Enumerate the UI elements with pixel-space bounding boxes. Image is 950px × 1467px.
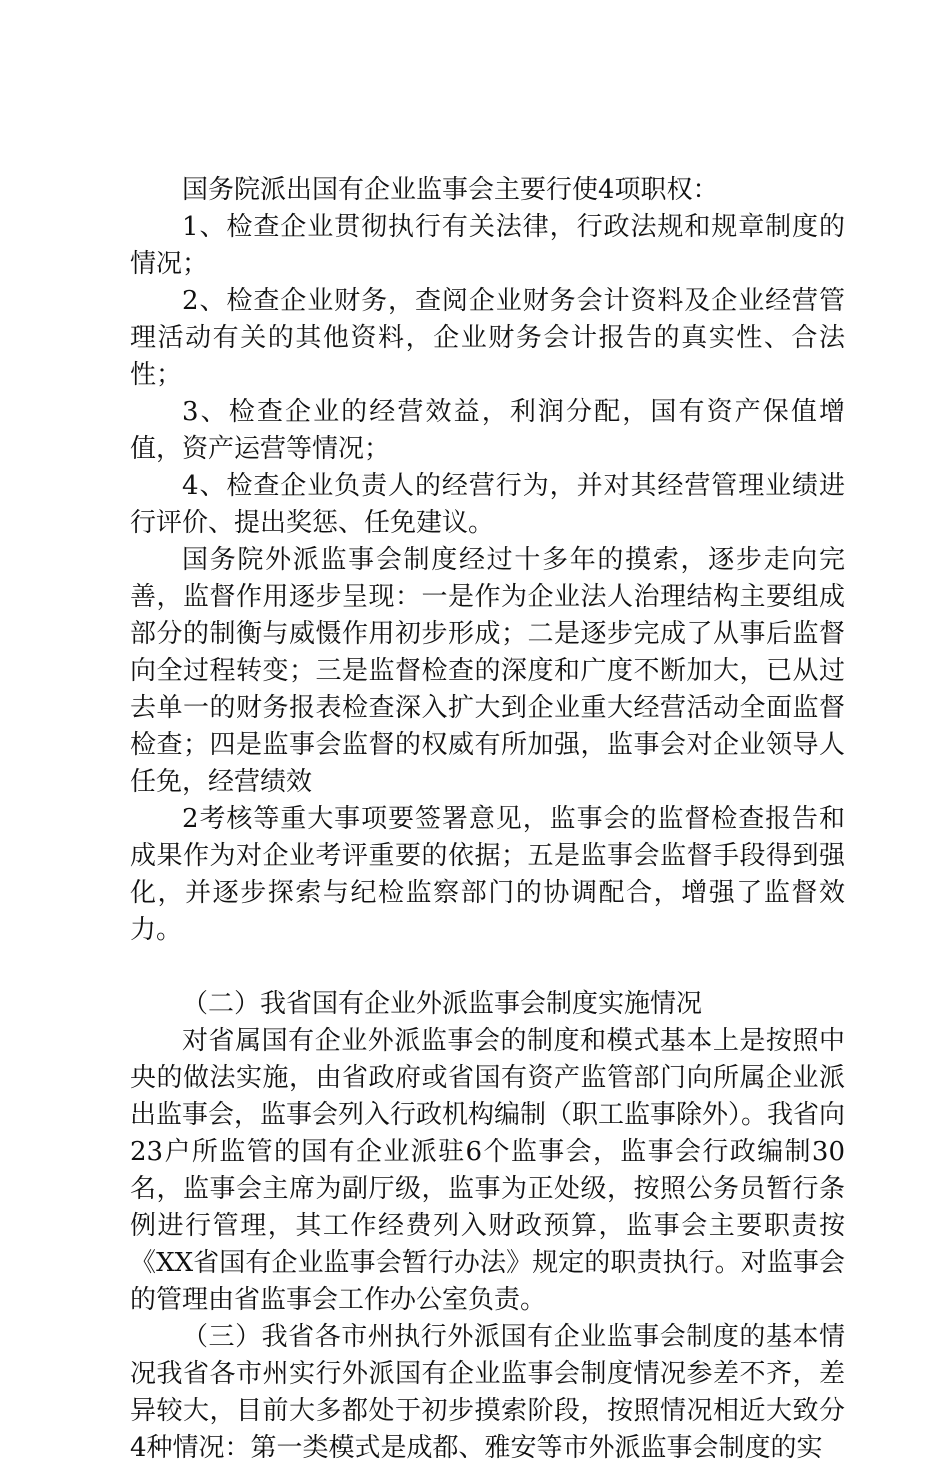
- section-heading-3-paragraph: （三）我省各市州执行外派国有企业监事会制度的基本情况我省各市州实行外派国有企业监事会制度情况参差不齐，差异较大，目前大多都处于初步摸索阶段，按照情况相近大致分4种情况：第一类模式是成都、雅安等市外派监事会制度的实: [130, 1322, 845, 1463]
- paragraph-item-4: 4、检查企业负责人的经营行为，并对其经营管理业绩进行评价、提出奖惩、任免建议。: [130, 471, 845, 538]
- paragraph-intro: 国务院派出国有企业监事会主要行使4项职权：: [182, 175, 719, 205]
- paragraph-province-practice: 对省属国有企业外派监事会的制度和模式基本上是按照中央的做法实施，由省政府或省国有资产监管部门向所属企业派出监事会，监事会列入行政机构编制（职工监事除外）。我省向23户所监管的国有企业派驻6个监事会，监事会行政编制30名，监事会主席为副厅级，监事为正处级，按照公务员暂行条例进行管理，其工作经费列入财政预算，监事会主要职责按《XX省国有企业监事会暂行办法》规定的职责执行。对监事会的管理由省监事会工作办公室负责。: [130, 1026, 846, 1315]
- paragraph-supervision-effect: 国务院外派监事会制度经过十多年的摸索，逐步走向完善，监督作用逐步呈现：一是作为企业法人治理结构主要组成部分的制衡与威慑作用初步形成；二是逐步完成了从事后监督向全过程转变；三是监督检查的深度和广度不断加大，已从过去单一的财务报表检查深入扩大到企业重大经营活动全面监督检查；四是监事会监督的权威有所加强，监事会对企业领导人任免，经营绩效: [130, 545, 845, 797]
- paragraph-item-1: 1、检查企业贯彻执行有关法律，行政法规和规章制度的情况；: [130, 212, 845, 279]
- paragraph-spacer: [130, 949, 845, 986]
- paragraph-item-2: 2、检查企业财务，查阅企业财务会计资料及企业经营管理活动有关的其他资料，企业财务会计报告的真实性、合法性；: [130, 286, 845, 390]
- paragraph-assessment: 2考核等重大事项要签署意见，监事会的监督检查报告和成果作为对企业考评重要的依据；五是监事会监督手段得到强化，并逐步探索与纪检监察部门的协调配合，增强了监督效力。: [130, 804, 845, 945]
- document-body: [130, 172, 845, 1467]
- paragraph-item-3: 3、检查企业的经营效益，利润分配，国有资产保值增值，资产运营等情况；: [130, 397, 845, 464]
- section-heading-2: （二）我省国有企业外派监事会制度实施情况: [182, 989, 703, 1019]
